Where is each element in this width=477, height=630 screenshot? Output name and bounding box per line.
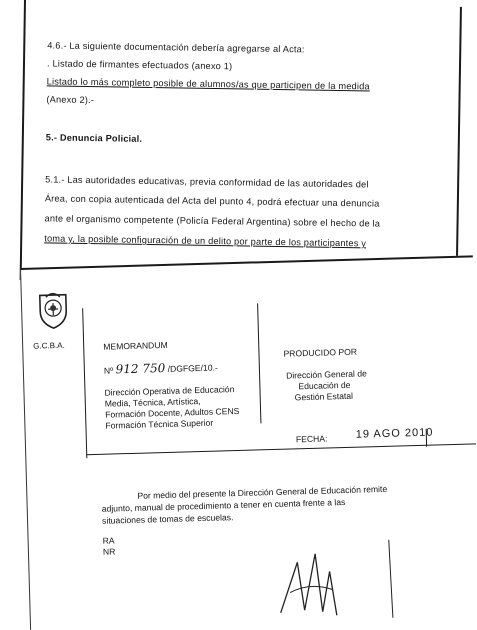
memo-number xyxy=(104,360,218,377)
initials-nr: NR xyxy=(102,546,116,557)
body-line-3: situaciones de tomas de escuelas. xyxy=(101,512,234,526)
memo-number-suffix: /DGFGE/10.- xyxy=(167,362,218,374)
section-5-1-line-2: Área, con copia autenticada del Acta del punto 4, podrá efectuar una denuncia xyxy=(44,193,380,209)
header-divider-left xyxy=(82,308,87,458)
recipient-line-3: Formación Docente, Adultos CENS xyxy=(104,405,240,420)
section-5-heading: 5.- Denuncia Policial. xyxy=(45,132,143,144)
memo-number-prefix: Nº xyxy=(103,365,114,376)
underlying-document-page xyxy=(20,0,462,287)
header-bottom-rule xyxy=(86,443,476,455)
gcba-coat-of-arms-icon xyxy=(36,289,71,330)
producido-por-label: PRODUCIDO POR xyxy=(283,346,358,359)
section-4-6-heading: 4.6.- La siguiente documentación debería agregarse al Acta: xyxy=(47,40,305,55)
org-label: G.C.B.A. xyxy=(33,340,65,351)
recipient-line-2: Media, Técnica, Artística, xyxy=(104,396,201,409)
section-4-6-item-2-cont: (Anexo 2).- xyxy=(46,94,95,106)
section-5-1-line-4: toma y, la posible configuración de un delito por parte de los participantes y xyxy=(44,233,367,249)
header-divider-middle xyxy=(257,303,261,423)
section-4-6-item-1: . Listado de firmantes efectuados (anexo 1) xyxy=(46,58,233,72)
recipient-line-4: Formación Técnica Superior xyxy=(105,417,214,431)
body-line-1: Por medio del presente la Dirección General de Educación remite xyxy=(137,483,388,501)
fecha-label: FECHA: xyxy=(295,433,328,445)
section-4-6-item-2: Listado lo más completo posible de alumnos/as que participen de la medida xyxy=(46,76,370,92)
body-line-2: adjunto, manual de procedimiento a tener en cuenta frente a las xyxy=(101,497,346,514)
handwritten-signature-icon xyxy=(269,529,421,623)
producer-line-2: Educación de xyxy=(298,379,351,392)
producer-line-1: Dirección General de xyxy=(285,368,367,381)
memorandum-label: MEMORANDUM xyxy=(103,339,168,352)
memo-number-handwritten: 912 750 xyxy=(115,360,166,377)
fecha-stamp: 19 AGO 2010 xyxy=(355,426,434,441)
producer-line-3: Gestión Estatal xyxy=(294,390,354,403)
initials-ra: RA xyxy=(102,535,115,546)
section-5-1-line-1: 5.1.- Las autoridades educativas, previa conformidad de las autoridades del xyxy=(45,174,369,190)
section-5-1-line-3: ante el organismo competente (Policía Federal Argentina) sobre el hecho de la xyxy=(44,213,381,229)
recipient-line-1: Dirección Operativa de Educación xyxy=(104,384,235,398)
memorandum-page xyxy=(20,255,477,630)
